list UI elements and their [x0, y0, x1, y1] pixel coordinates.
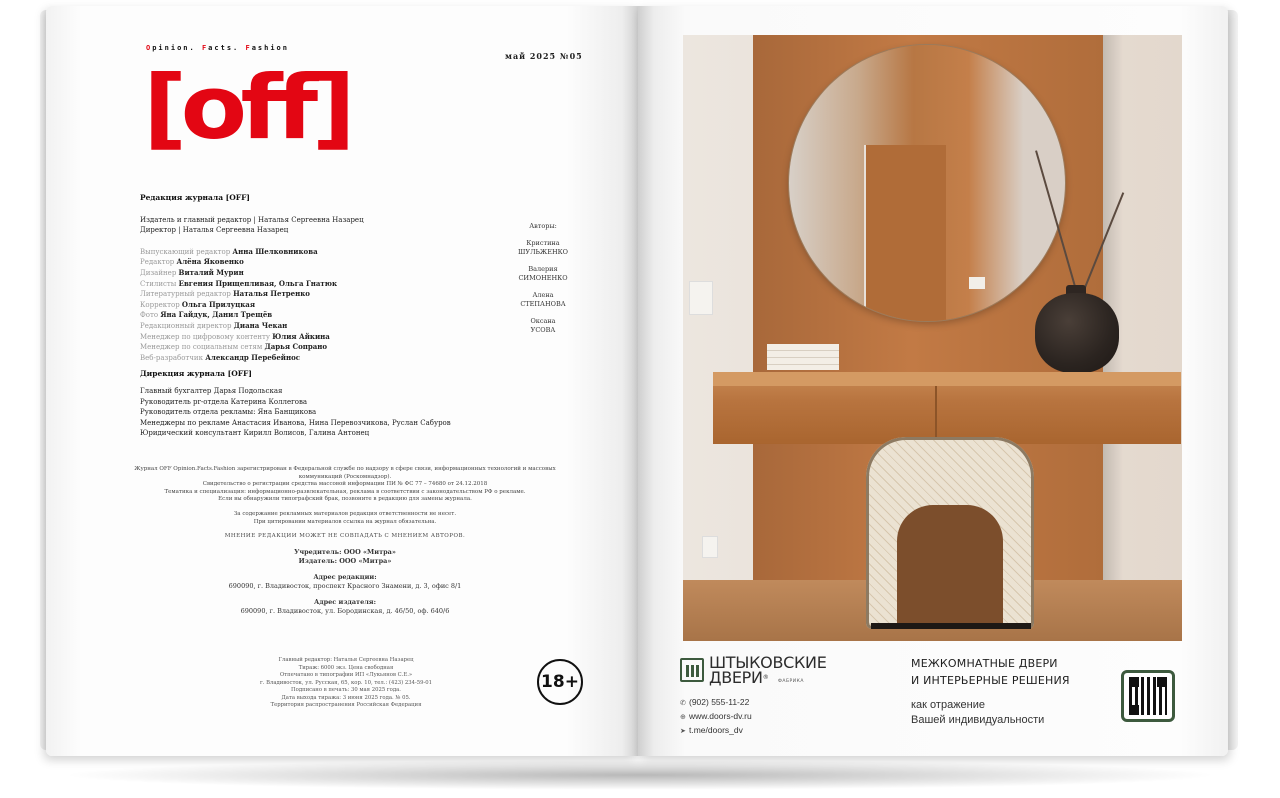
issue-number: май 2025 №05: [505, 51, 583, 61]
lead-name: Наталья Сергеевна Назарец: [258, 215, 364, 224]
directorate-name: Кирилл Волисов, Галина Антонец: [243, 429, 370, 438]
imprint-line: Отпечатано в типографии ИП «Лукьянов С.Е.»: [279, 672, 413, 678]
ad-subline: [911, 698, 1044, 728]
author-last-name: СИМОНЕНКО: [518, 274, 568, 282]
founder: Учредитель: ООО «Митра»: [294, 547, 396, 556]
author-item: [500, 239, 586, 257]
phone-icon: ✆: [680, 700, 686, 707]
editorial-address: 690090, г. Владивосток, проспект Красного Знамени, д. 3, офис 8/1: [228, 581, 462, 590]
lead-role: Директор |: [140, 226, 183, 235]
authors-block: [500, 222, 586, 343]
staff-row: [140, 353, 500, 364]
staff-row: [140, 247, 500, 258]
phone-number: (902) 555-11-22: [689, 697, 750, 707]
author-item: [500, 317, 586, 335]
brand-logo: ШТЫКОВСКИЕ ДВЕРИ®: [680, 655, 827, 685]
staff-role: Веб-разработчик: [140, 353, 206, 362]
legal-text: Тематика и специализация: информационно-развлекательная, реклама в соответствии с законодательством РФ о рекламе.: [164, 488, 526, 495]
directorate-row: [140, 428, 500, 439]
staff-name: Юлия Айкина: [272, 331, 330, 341]
console-desk: [713, 372, 1181, 444]
brand-name-line1: ШТЫКОВСКИЕ: [709, 653, 827, 672]
gutter-shadow: [622, 6, 654, 756]
staff-row: [140, 321, 500, 332]
staff-name: Дарья Сопрано: [264, 342, 328, 352]
editorial-heading: Редакция журнала [OFF]: [140, 193, 250, 202]
staff-role: Стилисты: [140, 279, 179, 288]
author-first-name: Алена: [532, 291, 554, 299]
tagline-word: acts: [208, 44, 234, 52]
staff-name: Яна Гайдук, Данил Трещёв: [160, 310, 273, 320]
imprint-line: Территория распространения Российская Федерация: [270, 702, 422, 708]
books: [767, 344, 839, 370]
website: www.doors-dv.ru: [689, 711, 752, 721]
directorate-name: Анастасия Иванова, Нина Перевозчикова, Руслан Сабуров: [231, 418, 451, 427]
staff-name: Ольга Прилуцкая: [181, 299, 255, 309]
lead-role: Издатель и главный редактор |: [140, 215, 259, 224]
age-rating-badge: 18+: [537, 659, 583, 705]
author-last-name: СТЕПАНОВА: [520, 300, 566, 308]
directorate-row: [140, 397, 500, 408]
staff-name: Наталья Петренко: [233, 289, 310, 299]
staff-role: Фото: [140, 311, 161, 320]
editorial-address-title: Адрес редакции:: [313, 572, 377, 581]
round-mirror: [789, 45, 1065, 321]
publisher-address: 690090, г. Владивосток, ул. Бородинская, д. 46/50, оф. 640/6: [240, 606, 450, 615]
telegram-icon: ➤: [680, 728, 686, 735]
author-last-name: ШУЛЬЖЕНКО: [518, 248, 568, 256]
imprint-line: Дата выхода тиража: 3 июня 2025 года. № 05.: [281, 694, 411, 701]
brand-name-line2: ДВЕРИ: [709, 668, 763, 687]
staff-name: Александр Перебейнос: [205, 352, 301, 362]
staff-name: Диана Чекан: [233, 320, 288, 330]
lead-name: Наталья Сергеевна Назарец: [182, 226, 289, 235]
ad-subline-line: как отражение: [911, 699, 986, 711]
ad-subline-line: Вашей индивидуальности: [911, 714, 1045, 726]
legal-disclaimer: МНЕНИЕ РЕДАКЦИИ МОЖЕТ НЕ СОВПАДАТЬ С МНЕНИЕМ АВТОРОВ.: [224, 533, 466, 540]
imprint-line: Главный редактор: Наталья Сергеевна Назарец: [278, 657, 414, 663]
author-item: [500, 291, 586, 309]
staff-list: [140, 247, 500, 364]
telegram-link: t.me/doors_dv: [689, 725, 743, 735]
directorate-role: Главный бухгалтер: [140, 386, 214, 395]
author-item: [500, 265, 586, 283]
author-first-name: Валерия: [528, 265, 558, 273]
staff-row: [140, 310, 500, 321]
staff-row: [140, 289, 500, 300]
authors-title: Авторы:: [529, 222, 557, 230]
brand-sub: ФАБРИКА: [778, 679, 804, 684]
door-logo-icon: [680, 658, 704, 682]
directorate-role: Юридический консультант: [140, 429, 244, 438]
legal-text: При цитировании материалов ссылка на журнал обязательна.: [253, 518, 437, 525]
staff-role: Литературный редактор: [140, 290, 234, 299]
directorate-row: [140, 386, 500, 397]
author-first-name: Оксана: [530, 317, 556, 325]
staff-role: Выпускающий редактор: [140, 247, 233, 256]
directorate-role: Руководитель pr-отдела: [140, 397, 231, 406]
globe-icon: ⊕: [680, 714, 686, 721]
vase: [1035, 293, 1119, 373]
masthead: [140, 193, 500, 439]
ad-headline: [911, 655, 1070, 689]
publisher-address-title: Адрес издателя:: [314, 597, 376, 606]
ad-headline-line: И ИНТЕРЬЕРНЫЕ РЕШЕНИЯ: [911, 674, 1070, 687]
staff-row: [140, 257, 500, 268]
lead-list: [140, 215, 500, 236]
imprint-line: Тираж: 6000 экз. Цена свободная: [298, 664, 394, 671]
staff-role: Корректор: [140, 300, 182, 309]
legal-text: За содержание рекламных материалов редакция ответственности не несет.: [233, 510, 457, 517]
interior-photo: [683, 35, 1182, 641]
magazine-logo: [off]: [143, 56, 350, 159]
staff-name: Анна Шелковникова: [232, 246, 318, 256]
magazine-shadow: [60, 760, 1220, 790]
directorate-name: Дарья Подольская: [213, 386, 283, 395]
staff-role: Менеджер по цифровому контенту: [140, 332, 273, 341]
staff-role: Редакционный директор: [140, 321, 234, 330]
staff-row: [140, 279, 500, 290]
legal-text: Свидетельство о регистрации средства массовой информации ПИ № ФС 77 – 74680 от 24.12.2018: [202, 481, 488, 488]
tagline-word: ashion: [251, 44, 289, 52]
directorate-name: Яна Банщикова: [257, 408, 317, 417]
staff-row: [140, 300, 500, 311]
staff-name: Виталий Мурин: [178, 267, 244, 277]
qr-code: [1121, 670, 1175, 722]
imprint-line: Подписано в печать: 30 мая 2025 года.: [291, 687, 401, 693]
directorate-list: [140, 386, 500, 439]
ad-headline-line: МЕЖКОМНАТНЫЕ ДВЕРИ: [911, 657, 1058, 670]
lead-row: [140, 215, 500, 226]
imprint-block: [236, 657, 456, 710]
author-first-name: Кристина: [526, 239, 560, 247]
staff-role: Менеджер по социальным сетям: [140, 343, 265, 352]
directorate-name: Катерина Коллегова: [230, 397, 308, 406]
staff-row: [140, 332, 500, 343]
directorate-role: Менеджеры по рекламе: [140, 418, 232, 427]
author-last-name: УСОВА: [530, 326, 556, 334]
staff-name: Евгения Прищепливая, Ольга Гнатюк: [178, 278, 338, 288]
magazine-tagline: Opinion. Facts. Fashion: [146, 44, 289, 52]
directorate-row: [140, 418, 500, 429]
staff-role: Редактор: [140, 258, 177, 267]
staff-row: [140, 268, 500, 279]
staff-name: Алёна Яковенко: [176, 257, 244, 267]
imprint-line: г. Владивосток, ул. Русская, 65, кор. 10, тел.: (423) 234-59-01: [259, 679, 433, 686]
staff-role: Дизайнер: [140, 268, 179, 277]
directorate-role: Руководитель отдела рекламы:: [140, 408, 258, 417]
legal-text: Журнал OFF Opinion.Facts.Fashion зарегистрирован в Федеральной службе по надзору в сфере связи, информационных технологий и массовых коммуникаций (Роскомнадзор).: [134, 466, 556, 480]
staff-row: [140, 342, 500, 353]
legal-text: Если вы обнаружили типографский брак, позвоните в редакцию для замены журнала.: [218, 496, 472, 503]
qr-code-icon: [1129, 677, 1167, 715]
publisher: Издатель: ООО «Митра»: [298, 556, 392, 565]
lead-row: [140, 225, 500, 236]
authors-list: [500, 239, 586, 335]
legal-info: [130, 466, 560, 616]
directorate-heading: Дирекция журнала [OFF]: [140, 369, 252, 379]
tagline-word: pinion: [152, 44, 190, 52]
directorate-row: [140, 407, 500, 418]
contacts: [680, 696, 752, 738]
